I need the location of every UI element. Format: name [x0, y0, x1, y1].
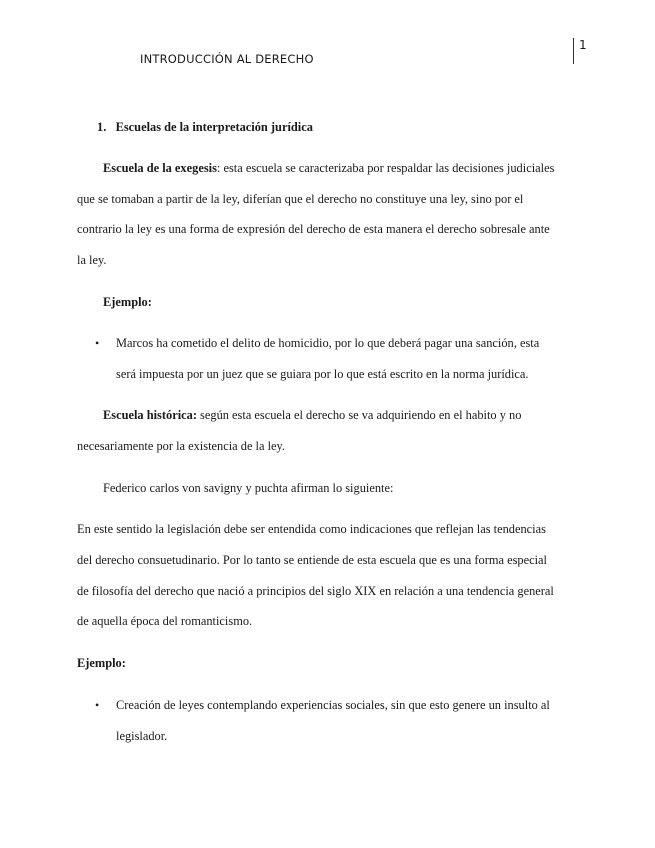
example-2-line-1: Creación de leyes contemplando experiencias sociales, sin que esto genere un insulto al: [116, 698, 550, 712]
example-2-bullet: •: [95, 698, 100, 712]
savigny-line: Federico carlos von savigny y puchta afirman lo siguiente:: [103, 481, 394, 495]
exegesis-line-3: contrario la ley es una forma de expresión del derecho de esta manera el derecho sobresale ante: [77, 222, 550, 236]
page-number-rule: [573, 38, 574, 64]
paragraph-line-4: de aquella época del romanticismo.: [77, 614, 253, 628]
example-1-bullet: •: [95, 336, 100, 350]
exegesis-line-2: que se tomaban a partir de la ley, diferían que el derecho no constituye una ley, sino por el: [77, 192, 524, 206]
example-2-label: [77, 656, 126, 671]
paragraph-line-2: del derecho consuetudinario. Por lo tanto se entiende de esta escuela que es una forma especial: [77, 553, 547, 567]
section-number: 1.: [97, 120, 107, 134]
example-1-line-1: Marcos ha cometido el delito de homicidio, por lo que deberá pagar una sanción, esta: [116, 336, 540, 350]
section-heading: [97, 120, 313, 135]
paragraph-line-3: de filosofía del derecho que nació a principios del siglo XIX en relación a una tendencia general: [77, 584, 554, 598]
running-header-title: INTRODUCCIÓN AL DERECHO: [140, 52, 314, 66]
exegesis-line-1: [103, 161, 554, 176]
historica-line-2: necesariamente por la existencia de la ley.: [77, 439, 286, 453]
example-2-label-text: Ejemplo:: [77, 656, 126, 670]
paragraph-line-1: En este sentido la legislación debe ser entendida como indicaciones que reflejan las tendencias: [77, 522, 546, 536]
historica-term: Escuela histórica:: [103, 408, 197, 422]
example-1-line-2: será impuesta por un juez que se guiara por lo que está escrito en la norma jurídica.: [116, 367, 529, 381]
section-title: Escuelas de la interpretación jurídica: [115, 120, 313, 134]
example-1-label-text: Ejemplo:: [103, 295, 152, 309]
exegesis-line-4: la ley.: [77, 253, 107, 267]
page-number: 1: [579, 38, 587, 52]
example-2-line-2: legislador.: [116, 729, 168, 743]
historica-line-1-text: según esta escuela el derecho se va adquiriendo en el habito y no: [196, 408, 522, 422]
exegesis-line-1-text: : esta escuela se caracterizaba por respaldar las decisiones judiciales: [216, 161, 555, 175]
historica-line-1: [103, 408, 521, 423]
exegesis-term: Escuela de la exegesis: [103, 161, 217, 175]
example-1-label: [103, 295, 152, 310]
